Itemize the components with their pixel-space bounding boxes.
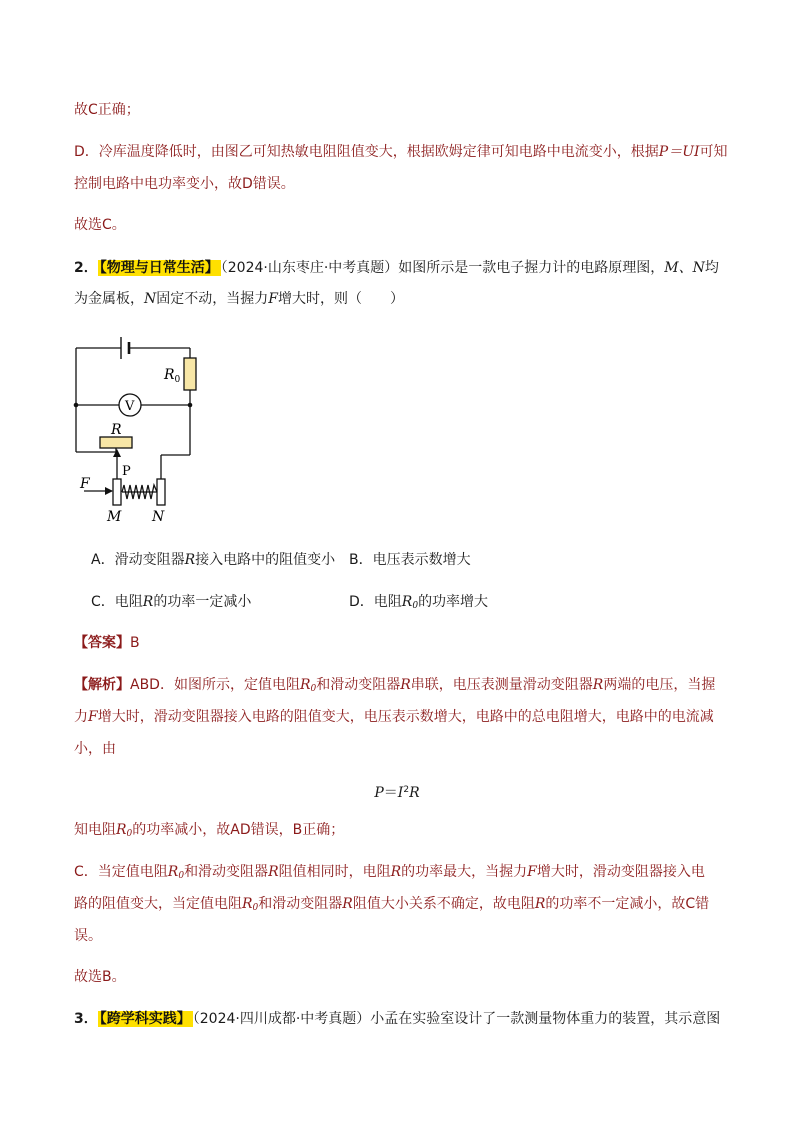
topic-tag: 【物理与日常生活】 <box>99 260 219 276</box>
analysis-line-3: 小，由 <box>74 741 116 757</box>
plate-m <box>113 479 121 505</box>
question-3-line-1: 3． 【跨学科实践】 （2024·四川成都·中考真题）小孟在实验室设计了一款测量物体重力的装置，其示意图 <box>74 1011 721 1027</box>
analysis-line-6: 路的阻值变大，当定值电阻$R_0$和滑动变阻器R阻值大小关系不确定，故电阻R的功率不一定减小，故C错 <box>74 896 710 913</box>
analysis-line-2: 力F增大时，滑动变阻器接入电路的阻值变大，电压表示数增大，电路中的总电阻增大，电路中的电流减 <box>74 709 714 725</box>
analysis-line-7: 误。 <box>74 928 102 944</box>
option-b[interactable]: B．电压表示数增大 <box>349 552 471 568</box>
label-f: F <box>80 476 90 492</box>
force-arrow-icon <box>105 487 113 495</box>
formula-power: $P=I^2R$ <box>374 785 420 801</box>
resistor-r0 <box>184 358 196 390</box>
answer-line: 【答案】B <box>74 635 140 651</box>
slider-arrow-icon <box>113 449 121 457</box>
label-r0: $R_0$ <box>164 367 181 385</box>
question-2-line-1: 2． 【物理与日常生活】 （2024·山东枣庄·中考真题）如图所示是一款电子握力计的电路原理图，M、N均 <box>74 260 719 276</box>
rheostat-r <box>100 437 132 448</box>
text-line: 故C正确； <box>74 102 140 118</box>
text-line: D．冷库温度降低时，由图乙可知热敏电阻阻值变大，根据欧姆定律可知电路中电流变小，根据P＝UI可知 <box>74 144 728 160</box>
analysis-line-1: 【解析】ABD．如图所示，定值电阻$R_0$和滑动变阻器R串联，电压表测量滑动变阻器R两端的电压，当握 <box>74 677 716 694</box>
text-line: 故选C。 <box>74 217 126 233</box>
choose-line: 故选B。 <box>74 969 126 985</box>
label-m: M <box>107 509 122 525</box>
plate-n <box>157 479 165 505</box>
analysis-line-4: 知电阻$R_0$的功率减小，故AD错误，B正确； <box>74 822 345 839</box>
circuit-diagram <box>66 330 216 530</box>
analysis-line-5: C．当定值电阻$R_0$和滑动变阻器R阻值相同时，电阻R的功率最大，当握力F增大时，滑动变阻器接入电 <box>74 864 705 881</box>
label-r: R <box>111 422 122 438</box>
label-n: N <box>152 509 165 525</box>
option-a[interactable]: A．滑动变阻器R接入电路中的阻值变小 <box>91 552 336 568</box>
option-d[interactable]: D．电阻$R_0$的功率增大 <box>349 594 489 611</box>
label-p: P <box>122 464 131 479</box>
voltmeter-label: V <box>125 399 135 414</box>
option-c[interactable]: C．电阻R的功率一定减小 <box>91 594 252 610</box>
topic-tag: 【跨学科实践】 <box>99 1011 191 1027</box>
question-2-line-2: 为金属板，N固定不动，当握力F增大时，则（ ） <box>74 291 404 307</box>
text-line: 控制电路中电功率变小，故D错误。 <box>74 176 295 192</box>
